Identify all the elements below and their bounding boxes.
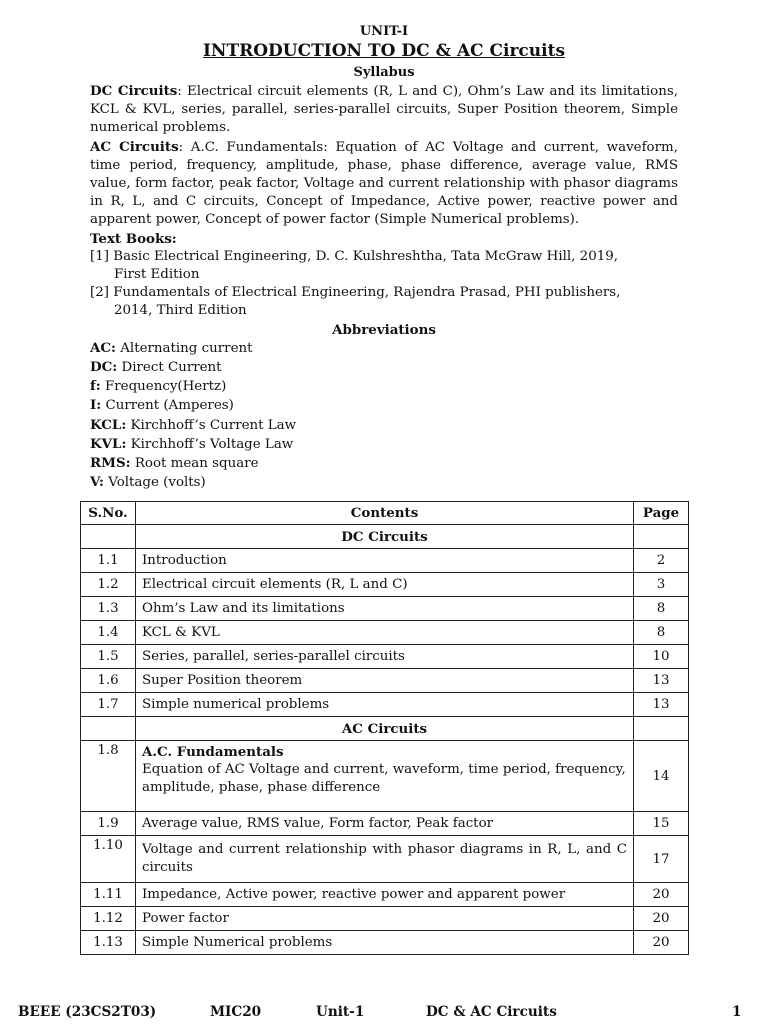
- row-page: 13: [634, 669, 689, 693]
- abbreviation-item: [90, 473, 678, 492]
- page-title: INTRODUCTION TO DC & AC Circuits: [202, 41, 566, 61]
- abbreviation-item: [90, 454, 678, 473]
- row-page: 15: [634, 812, 689, 836]
- abbreviation-key: I:: [90, 397, 102, 414]
- table-row: [81, 907, 689, 931]
- table-row: [81, 621, 689, 645]
- row-page: 3: [634, 573, 689, 597]
- textbook-ref-line: 2014, Third Edition: [114, 303, 247, 319]
- table-row: [81, 883, 689, 907]
- syllabus-heading: Syllabus: [353, 65, 415, 80]
- row-title: Simple Numerical problems: [136, 931, 634, 955]
- textbook-ref: [90, 248, 678, 284]
- empty-cell: [81, 717, 136, 741]
- table-row: [81, 549, 689, 573]
- row-page: 13: [634, 693, 689, 717]
- unit-label: UNIT-I: [359, 24, 409, 39]
- textbook-ref-line: First Edition: [114, 267, 200, 283]
- section-title-dc: DC Circuits: [136, 525, 634, 549]
- abbreviation-item: [90, 396, 678, 415]
- empty-cell: [81, 525, 136, 549]
- row-page: 8: [634, 597, 689, 621]
- abbreviation-key: AC:: [90, 339, 116, 356]
- row-sno: 1.8: [81, 741, 136, 812]
- dc-syllabus-paragraph: [90, 82, 678, 138]
- textbook-ref-line: [1] Basic Electrical Engineering, D. C. Kulshreshtha, Tata McGraw Hill, 2019,: [90, 248, 619, 264]
- row-title: Introduction: [136, 549, 634, 573]
- row-title: Average value, RMS value, Form factor, Peak factor: [136, 812, 634, 836]
- abbreviation-value: Voltage (volts): [104, 475, 206, 491]
- footer-topic: DC & AC Circuits: [426, 1004, 557, 1020]
- section-row-ac: [81, 717, 689, 741]
- footer-unit: Unit-1: [316, 1004, 365, 1020]
- table-row: [81, 669, 689, 693]
- abbreviation-item: [90, 377, 678, 396]
- table-row: [81, 836, 689, 883]
- textbook-ref-line: [2] Fundamentals of Electrical Engineering, Rajendra Prasad, PHI publishers,: [90, 285, 621, 301]
- table-row: [81, 741, 689, 812]
- abbreviation-value: Root mean square: [130, 456, 259, 472]
- header-sno: S.No.: [81, 502, 136, 525]
- row-title: Impedance, Active power, reactive power and apparent power: [136, 883, 634, 907]
- abbreviation-value: Kirchhoff’s Current Law: [126, 417, 297, 433]
- ac-syllabus-paragraph: [90, 138, 678, 230]
- empty-cell: [634, 717, 689, 741]
- row-sno: 1.5: [81, 645, 136, 669]
- abbreviation-value: Direct Current: [117, 360, 222, 376]
- row-title: Simple numerical problems: [136, 693, 634, 717]
- table-row: [81, 645, 689, 669]
- abbreviation-item: [90, 435, 678, 454]
- row-subtitle: Equation of AC Voltage and current, waveform, time period, frequency, amplitude, phase, phase difference: [142, 762, 626, 795]
- section-title-ac: AC Circuits: [136, 717, 634, 741]
- abbreviation-key: KVL:: [90, 435, 127, 452]
- table-row: [81, 812, 689, 836]
- textbook-ref: [90, 284, 678, 320]
- document-body: [90, 20, 678, 492]
- header-page: Page: [634, 502, 689, 525]
- table-row: [81, 573, 689, 597]
- textbooks-heading: Text Books:: [90, 230, 177, 247]
- table-row: [81, 693, 689, 717]
- row-page: 20: [634, 883, 689, 907]
- row-sno: 1.11: [81, 883, 136, 907]
- row-title: Series, parallel, series-parallel circuits: [136, 645, 634, 669]
- row-page: 8: [634, 621, 689, 645]
- row-title: A.C. Fundamentals: [142, 744, 284, 760]
- row-page: 20: [634, 907, 689, 931]
- dc-label: DC Circuits: [90, 83, 178, 99]
- row-page: 14: [634, 741, 689, 812]
- abbreviation-key: f:: [90, 378, 101, 395]
- row-page: 2: [634, 549, 689, 573]
- ac-text: : A.C. Fundamentals: Equation of AC Voltage and current, waveform, time period, frequency, amplitude, phase, phase difference, average value, RMS value, form factor, peak factor, Voltage and current relationship with phasor diagrams in R, L, and C circuits, Concept of Impedance, Active power, reactive power and apparent power, Concept of power factor (Simple Numerical problems).: [90, 139, 678, 228]
- row-title: Ohm’s Law and its limitations: [136, 597, 634, 621]
- row-sno: 1.1: [81, 549, 136, 573]
- row-sno: 1.2: [81, 573, 136, 597]
- section-row-dc: [81, 525, 689, 549]
- abbreviation-item: [90, 339, 678, 358]
- abbreviation-value: Frequency(Hertz): [100, 379, 227, 395]
- abbreviation-value: Current (Amperes): [101, 398, 234, 414]
- abbreviations-heading: Abbreviations: [332, 321, 436, 338]
- row-sno: 1.4: [81, 621, 136, 645]
- row-page: 10: [634, 645, 689, 669]
- abbreviation-value: Kirchhoff’s Voltage Law: [126, 436, 294, 452]
- row-sno: 1.12: [81, 907, 136, 931]
- row-sno: 1.10: [81, 836, 136, 883]
- row-page: 20: [634, 931, 689, 955]
- abbreviation-key: KCL:: [90, 416, 127, 433]
- table-row: [81, 597, 689, 621]
- row-page: 17: [634, 836, 689, 883]
- row-sno: 1.7: [81, 693, 136, 717]
- dc-text: : Electrical circuit elements (R, L and C), Ohm’s Law and its limitations, KCL & KVL, series, parallel, series-parallel circuits, Super Position theorem, Simple numerical problems.: [90, 84, 678, 136]
- row-title: Voltage and current relationship with phasor diagrams in R, L, and C circuits: [136, 836, 634, 883]
- row-title-cell: [136, 741, 634, 812]
- abbreviation-key: DC:: [90, 359, 118, 376]
- row-sno: 1.3: [81, 597, 136, 621]
- abbreviation-key: RMS:: [90, 455, 131, 472]
- footer-page-number: 1: [732, 1004, 742, 1020]
- row-title: KCL & KVL: [136, 621, 634, 645]
- row-title: Electrical circuit elements (R, L and C): [136, 573, 634, 597]
- row-title: Super Position theorem: [136, 669, 634, 693]
- table-row: [81, 931, 689, 955]
- abbreviation-item: [90, 416, 678, 435]
- abbreviation-item: [90, 358, 678, 377]
- ac-label: AC Circuits: [90, 138, 179, 155]
- row-sno: 1.13: [81, 931, 136, 955]
- table-header-row: [81, 502, 689, 525]
- row-sno: 1.9: [81, 812, 136, 836]
- empty-cell: [634, 525, 689, 549]
- header-contents: Contents: [136, 502, 634, 525]
- footer-code: MIC20: [210, 1004, 262, 1020]
- footer-course: BEEE (23CS2T03): [18, 1004, 157, 1020]
- contents-table: [80, 501, 689, 955]
- abbreviation-value: Alternating current: [116, 340, 253, 356]
- row-title: Power factor: [136, 907, 634, 931]
- row-sno: 1.6: [81, 669, 136, 693]
- abbreviation-key: V:: [90, 474, 104, 491]
